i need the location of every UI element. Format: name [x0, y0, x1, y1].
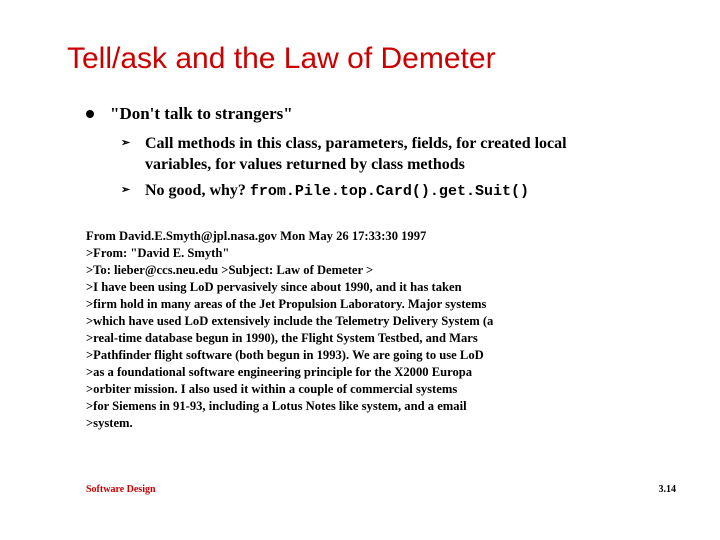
email-line: >To: lieber@ccs.neu.edu >Subject: Law of Demeter > — [86, 263, 374, 277]
slide-title: Tell/ask and the Law of Demeter — [67, 42, 496, 75]
email-line: >I have been using LoD pervasively since about 1990, and it has taken — [86, 280, 462, 294]
sub-bullet-2-text — [145, 180, 635, 202]
main-bullet-text: "Don't talk to strangers" — [110, 104, 293, 123]
bullet-dot-icon — [86, 110, 94, 118]
code-snippet: from.Pile.top.Card().get.Suit() — [249, 183, 529, 200]
email-line: >for Siemens in 91-93, including a Lotus Notes like system, and a email — [86, 399, 467, 413]
email-line: >which have used LoD extensively include the Telemetry Delivery System (a — [86, 314, 494, 328]
email-line: >From: "David E. Smyth" — [86, 246, 230, 260]
footer-slide-number: 3.14 — [658, 484, 676, 495]
email-line: >real-time database begun in 1990), the Flight System Testbed, and Mars — [86, 331, 478, 345]
email-line: >as a foundational software engineering principle for the X2000 Europa — [86, 365, 473, 379]
arrow-bullet-icon: ➢ — [121, 184, 131, 196]
sub-bullet-2-prefix: No good, why? — [145, 182, 250, 199]
arrow-bullet-icon: ➢ — [121, 137, 131, 149]
email-line: >Pathfinder flight software (both begun in 1993). We are going to use LoD — [86, 348, 484, 362]
email-line: >system. — [86, 416, 133, 430]
sub-bullet-1-text: Call methods in this class, parameters, fields, for created local variables, for values returned by class methods — [145, 135, 567, 173]
email-line: >firm hold in many areas of the Jet Propulsion Laboratory. Major systems — [86, 297, 487, 311]
email-quote — [86, 228, 556, 432]
footer-course-label: Software Design — [86, 484, 156, 495]
email-line: From David.E.Smyth@jpl.nasa.gov Mon May 26 17:33:30 1997 — [86, 229, 427, 243]
email-line: >orbiter mission. I also used it within a couple of commercial systems — [86, 382, 458, 396]
